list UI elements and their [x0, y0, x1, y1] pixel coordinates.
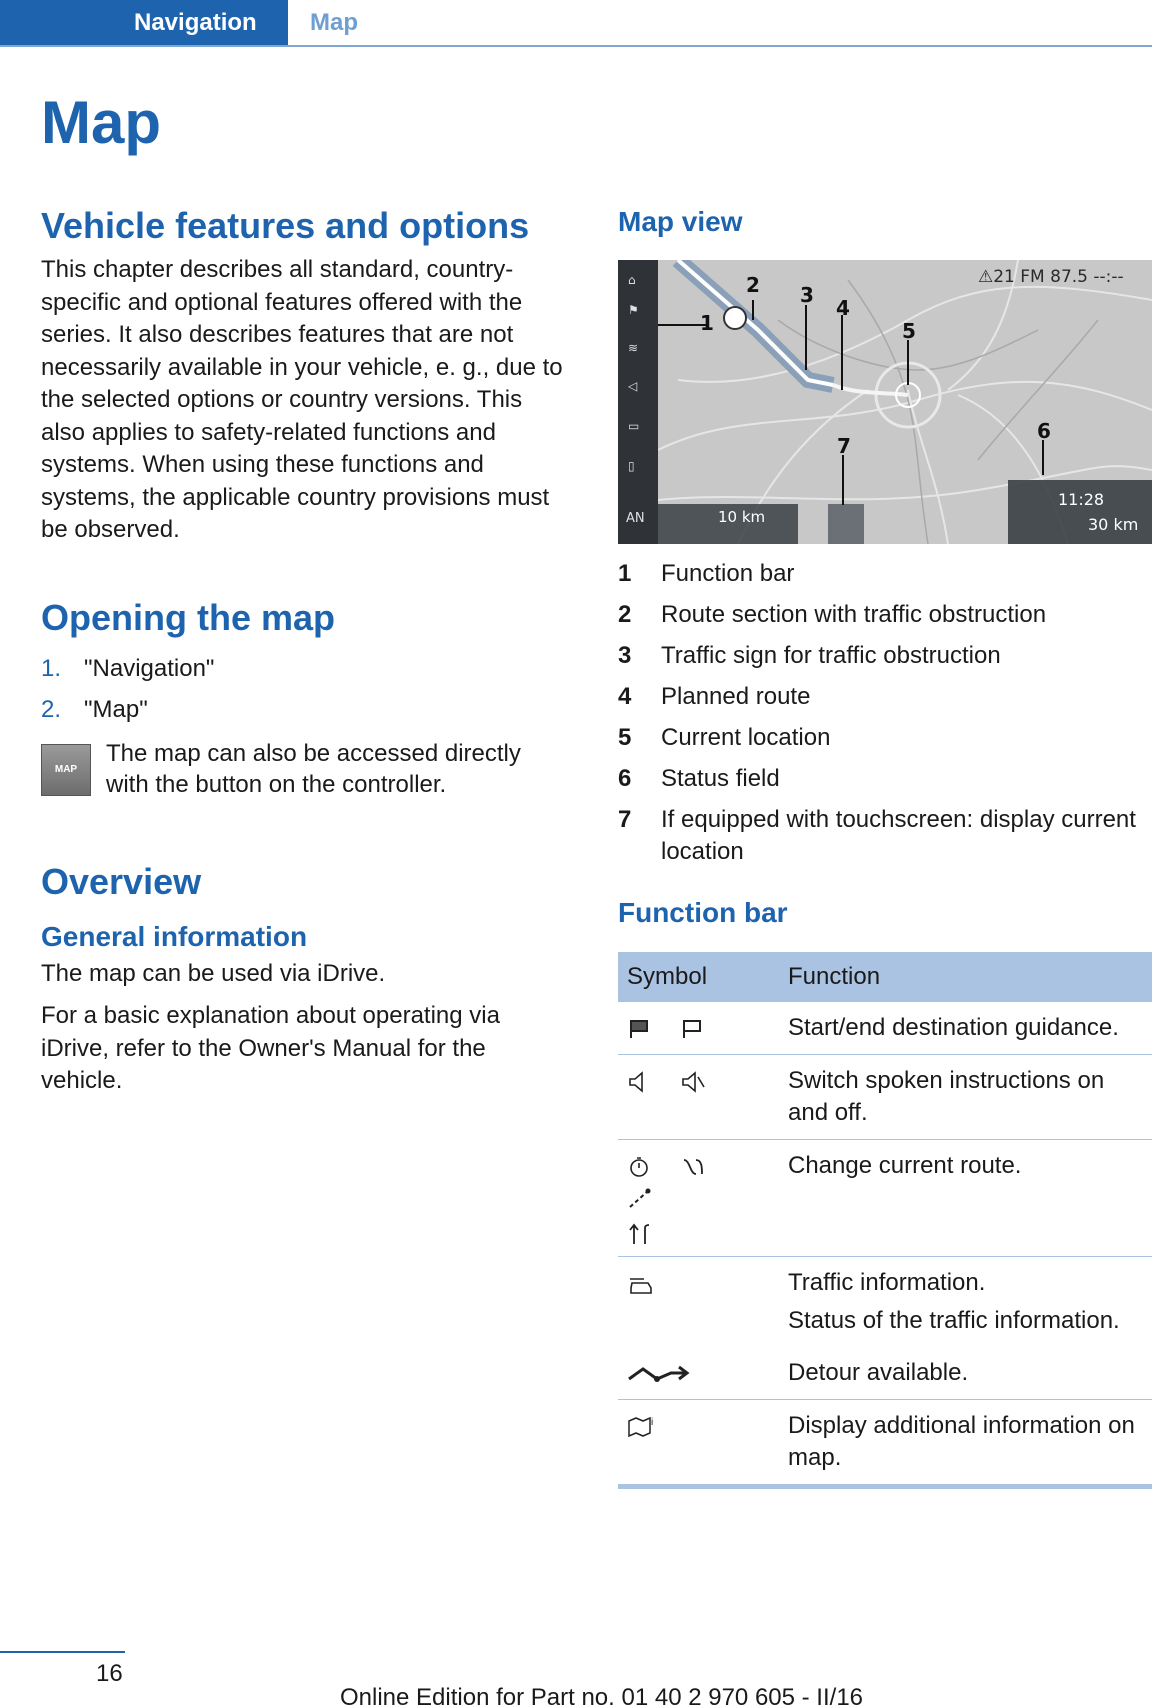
map-info-icon [627, 1415, 657, 1439]
detour-icon [627, 1363, 697, 1385]
svg-text:⌂: ⌂ [628, 273, 636, 287]
legend-text: Planned route [661, 683, 811, 710]
step-text: "Map" [84, 695, 148, 723]
map-button-note [41, 738, 566, 800]
legend-number: 6 [618, 765, 632, 792]
heading-function-bar: Function bar [618, 897, 788, 928]
legend-text: Current location [661, 724, 831, 751]
function-text-2: Status of the traffic information. [788, 1307, 1120, 1334]
footer-divider [0, 1651, 125, 1653]
table-bottom-border [618, 1484, 1152, 1489]
legend-number: 1 [618, 560, 632, 587]
map-button-icon: MAP [41, 744, 91, 796]
svg-text:◁: ◁ [628, 379, 638, 393]
function-text: Display additional information on map. [788, 1412, 1135, 1471]
legend-item [618, 722, 1152, 754]
symbol-cell [618, 1055, 779, 1140]
legend-text: Status field [661, 765, 780, 792]
heading-vehicle-features: Vehicle features and options [41, 205, 530, 246]
function-text: Switch spoken instructions on and off. [779, 1055, 1152, 1140]
legend-text: If equipped with touchscreen: display current location [661, 806, 1136, 865]
callout-3: 3 [800, 283, 814, 307]
table-row [618, 1140, 1152, 1257]
heading-map-view: Map view [618, 206, 743, 237]
map-button-note-text: The map can also be accessed directly with the button on the controller. [106, 739, 521, 798]
flag-icon [627, 1018, 653, 1040]
col-function: Function [779, 952, 1152, 1002]
step-2 [41, 689, 566, 730]
svg-text:⚑: ⚑ [628, 303, 639, 317]
route-icon [627, 1188, 653, 1210]
step-number: 1. [41, 654, 62, 682]
legend-number: 3 [618, 642, 632, 669]
tab-navigation[interactable]: Navigation [0, 0, 288, 47]
step-text: "Navigation" [84, 654, 215, 682]
step-number: 2. [41, 695, 62, 723]
callout-4: 4 [836, 296, 850, 320]
symbol-cell [618, 1257, 779, 1348]
general-info-text-2: For a basic explanation about operating via iDrive, refer to the Owner's Manual for the vehicle. [41, 1002, 500, 1094]
heading-opening-map: Opening the map [41, 596, 336, 638]
traffic-car-icon [627, 1273, 655, 1295]
general-info-text-1: The map can be used via iDrive. [41, 959, 386, 987]
speaker-off-icon [680, 1071, 706, 1093]
symbol-cell [618, 1140, 779, 1257]
speaker-icon [627, 1071, 653, 1093]
legend-item [618, 763, 1152, 795]
function-text: Start/end destination guidance. [779, 1002, 1152, 1055]
opening-steps [41, 648, 566, 730]
legend-item [618, 599, 1152, 631]
legend-number: 7 [618, 806, 632, 833]
curvy-road-icon [680, 1156, 706, 1178]
legend-number: 4 [618, 683, 632, 710]
left-column [41, 204, 566, 1098]
header-divider [0, 45, 1152, 47]
symbol-cell [618, 1002, 779, 1055]
flag-outline-icon [680, 1018, 706, 1040]
page-number: 16 [96, 1660, 123, 1687]
legend-text: Traffic sign for traffic obstruction [661, 642, 1001, 669]
legend-text: Route section with traffic obstruction [661, 601, 1047, 628]
function-text: Change current route. [779, 1140, 1152, 1257]
stopwatch-icon [627, 1156, 653, 1178]
svg-text:≋: ≋ [628, 341, 639, 355]
map-view-screenshot [618, 260, 1152, 544]
symbol-cell [618, 1400, 779, 1485]
heading-general-information: General information [41, 920, 308, 952]
swap-arrows-icon [627, 1222, 653, 1246]
page-title: Map [41, 89, 161, 156]
map-time: 11:28 [1058, 490, 1105, 509]
legend-number: 5 [618, 724, 632, 751]
svg-text:i: i [651, 1416, 654, 1428]
map-distance: 30 km [1088, 515, 1139, 534]
legend-text: Function bar [661, 560, 795, 587]
header [0, 0, 1152, 48]
svg-text:▯: ▯ [628, 459, 635, 473]
callout-6: 6 [1037, 419, 1051, 443]
function-text-cell [779, 1257, 1152, 1348]
table-row [618, 1400, 1152, 1485]
legend-number: 2 [618, 601, 632, 628]
legend-item [618, 640, 1152, 672]
map-illustration [618, 260, 1152, 544]
function-text: Traffic information. [788, 1269, 986, 1296]
map-legend [618, 558, 1152, 868]
vehicle-features-text: This chapter describes all standard, country-specific and optional features offered with the series. It also describes features that are not necessarily available in your vehicle, e. g., due to the selected options or country versions. This also applies to safety-related functions and systems. When using these functions and systems, the applicable country provisions must be observed. [41, 256, 563, 543]
table-row [618, 1257, 1152, 1348]
svg-text:AN: AN [626, 511, 645, 526]
svg-text:▭: ▭ [628, 419, 640, 433]
col-symbol: Symbol [618, 952, 779, 1002]
tab-map[interactable]: Map [310, 9, 358, 36]
step-1 [41, 648, 566, 689]
map-legend-block [618, 558, 1152, 1489]
callout-5: 5 [902, 319, 916, 343]
table-row [618, 1347, 1152, 1400]
map-scale: 10 km [718, 508, 766, 526]
table-header-row [618, 952, 1152, 1002]
symbol-cell [618, 1347, 779, 1400]
callout-1: 1 [700, 311, 714, 335]
callout-2: 2 [746, 273, 760, 297]
function-bar-table [618, 952, 1152, 1484]
edition-text: Online Edition for Part no. 01 40 2 970 605 - II/16 [340, 1684, 864, 1708]
heading-overview: Overview [41, 860, 202, 902]
map-status-top: ⚠21 FM 87.5 --:-- [978, 267, 1124, 287]
legend-item [618, 558, 1152, 590]
legend-item [618, 681, 1152, 713]
legend-item [618, 804, 1152, 868]
function-text: Detour available. [779, 1347, 1152, 1400]
table-row [618, 1002, 1152, 1055]
callout-7: 7 [837, 434, 851, 458]
right-column [618, 205, 1152, 239]
table-row [618, 1055, 1152, 1140]
